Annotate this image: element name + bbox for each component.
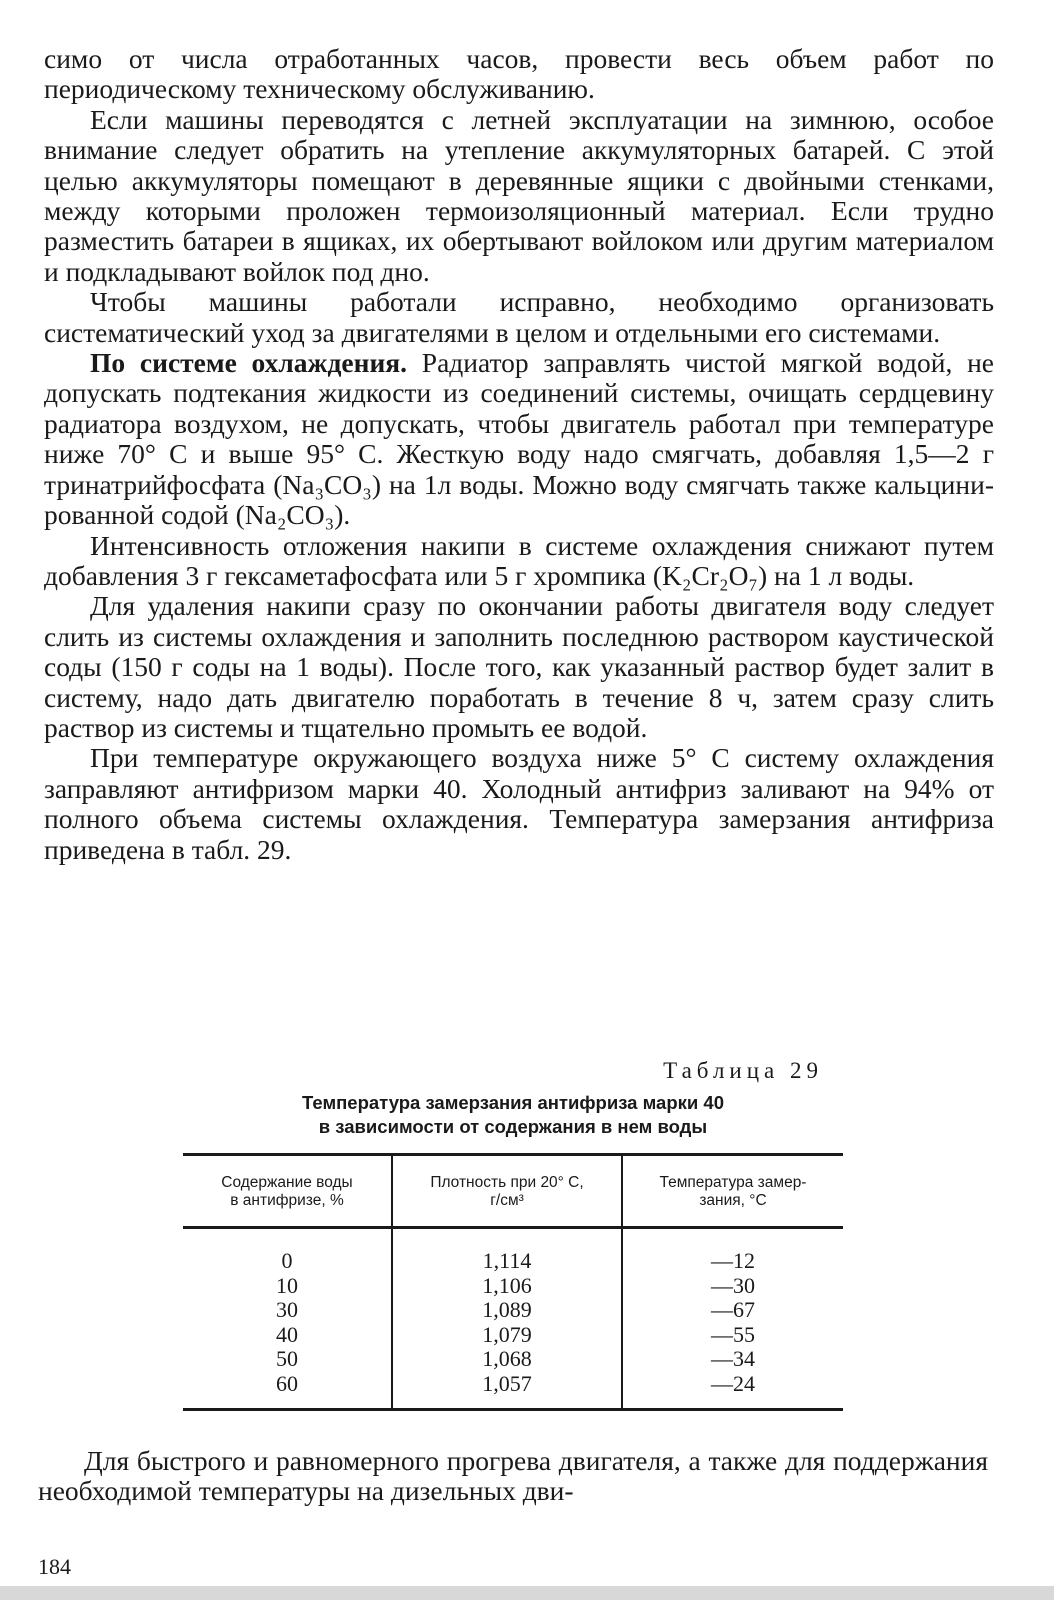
cell-water: 40 <box>183 1323 392 1348</box>
table-header-row <box>183 1155 843 1228</box>
paragraph-4 <box>44 348 994 530</box>
header-freezing-temp-line-2: зания, °С <box>699 1192 767 1209</box>
cell-density: 1,057 <box>392 1372 622 1410</box>
cell-density: 1,114 <box>392 1228 622 1274</box>
header-water-content-line-2: в антифризе, % <box>230 1192 344 1209</box>
cell-density: 1,089 <box>392 1298 622 1323</box>
antifreeze-table <box>183 1153 843 1411</box>
header-density <box>392 1155 622 1228</box>
cell-temp: —67 <box>711 1297 755 1322</box>
table-title-line-2: в зависимости от содержания в нем воды <box>318 1116 708 1137</box>
table-row <box>183 1298 843 1323</box>
paragraph-6: Для удаления накипи сразу по окончании работы двигателя воду следует слить из системы охлаждения и заполнить последнюю раствором каустической соды (150 г соды на 1 воды). После того, как указанный раствор будет залит в систему, надо дать двигателю поработать в течение 8 ч, затем сразу слить раствор из системы и тщательно промыть ее водой. <box>44 590 994 743</box>
table-row <box>183 1372 843 1410</box>
page-number: 184 <box>38 1554 71 1579</box>
header-density-line-1: Плотность при 20° С, <box>430 1174 584 1191</box>
cell-water: 0 <box>183 1228 392 1274</box>
header-freezing-temp <box>622 1155 843 1228</box>
table-row <box>183 1347 843 1372</box>
paragraph-2: Если машины переводятся с летней эксплуатации на зимнюю, особое внимание следует обратить на утепление аккумуляторных батарей. С этой целью аккумуляторы помещают в деревянные ящики с двойными стенками, между которыми проложен термоизоляционный материал. Если трудно разместить батареи в ящиках, их обертывают войлоком или другим материалом и подкладывают войлок под дно. <box>44 103 994 287</box>
paragraph-1: симо от числа отработанных часов, провести весь объем работ по периодическому техническому обслуживанию. <box>44 43 994 105</box>
cell-density: 1,068 <box>392 1347 622 1372</box>
cooling-system-heading: По системе охлаждения. <box>90 347 408 379</box>
cell-density: 1,079 <box>392 1323 622 1348</box>
table-title <box>183 1091 843 1139</box>
header-freezing-temp-line-1: Температура замер- <box>659 1174 807 1191</box>
main-text <box>44 44 994 865</box>
cell-water: 30 <box>183 1298 392 1323</box>
cooling-system-text: Радиатор заправлять чистой мягкой водой, не допускать подтекания жидкости из соединений системы, очищать сердцевину радиатора воздухом, не допускать, чтобы двигатель работал при температуре ниже 70° С и выше 95° С. Жесткую воду надо смягчать, добавляя 1,5—2 г тринатрийфосфата (Na₃CO₃) на 1л воды. Можно воду смягчать также кальцинированной содой (Na₂CO₃). <box>44 347 994 531</box>
cell-water: 60 <box>183 1372 392 1410</box>
table-row <box>183 1228 843 1274</box>
scan-bottom-edge <box>0 1586 1054 1600</box>
cell-density: 1,106 <box>392 1274 622 1299</box>
cell-temp: —34 <box>711 1346 755 1371</box>
cell-temp: —55 <box>711 1321 755 1347</box>
table-number: Таблица 29 <box>663 1058 823 1083</box>
table-row <box>183 1323 843 1348</box>
table-title-line-1: Температура замерзания антифриза марки 40 <box>302 1092 724 1113</box>
header-water-content <box>183 1155 392 1228</box>
cell-water: 10 <box>183 1274 392 1299</box>
table-row <box>183 1274 843 1299</box>
paragraph-5: Интенсивность отложения накипи в системе охлаждения снижают путем добавления 3 г гексаметафосфата или 5 г хромпика (K₂Cr₂O₇) на 1 л воды. <box>44 529 994 591</box>
header-density-line-2: г/см³ <box>490 1192 524 1209</box>
cell-temp: —30 <box>711 1272 755 1298</box>
header-water-content-line-1: Содержание воды <box>221 1174 353 1191</box>
paragraph-8: Для быстрого и равномерного прогрева двигателя, а также для поддержания необходимой температуры на дизельных дви- <box>38 1445 988 1507</box>
cell-temp: —24 <box>711 1370 755 1396</box>
cell-water: 50 <box>183 1347 392 1372</box>
table-29 <box>183 1057 843 1411</box>
cell-temp: —12 <box>711 1248 755 1273</box>
paragraph-3: Чтобы машины работали исправно, необходимо организовать систематический уход за двигателями в целом и отдельными его системами. <box>44 286 994 348</box>
continuation-text <box>38 1446 988 1507</box>
paragraph-7: При температуре окружающего воздуха ниже 5° С систему охлаждения заправляют антифризом марки 40. Холодный антифриз заливают на 94% от полного объема системы охлаждения. Температура замерзания антифриза приведена в табл. 29. <box>44 742 994 865</box>
